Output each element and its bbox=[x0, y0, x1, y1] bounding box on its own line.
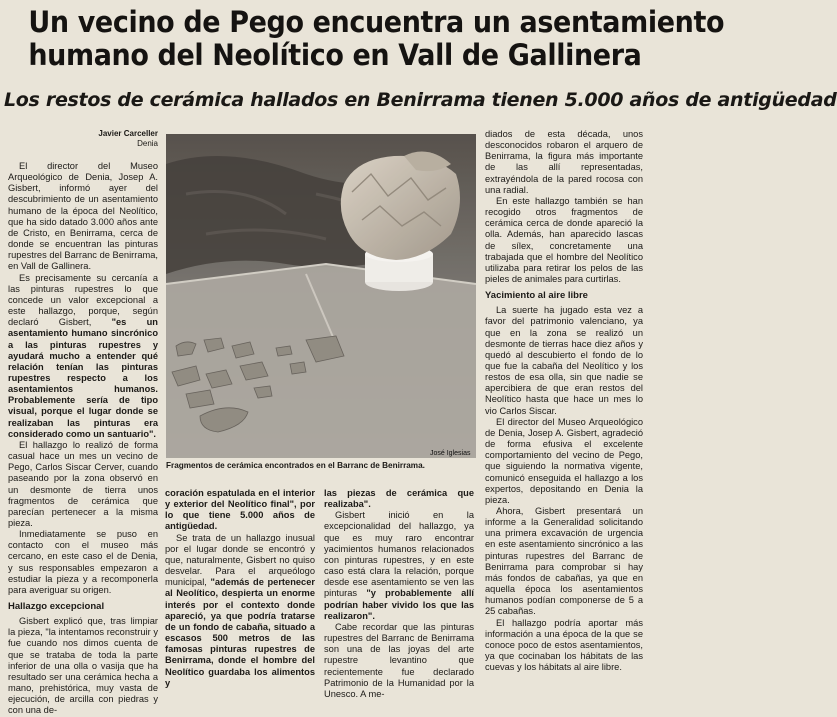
paragraph: Cabe recordar que las pinturas rupestres del Barranc de Benirrama son una de las joyas del arte rupestre levantino que recientemente fue declarado Patrimonio de la Humanidad por la Unesco. A me- bbox=[324, 621, 474, 699]
paragraph: En este hallazgo también se han recogido otros fragmentos de cerámica cerca de donde apareció la olla. Además, han aparecido lascas de sílex, concretamente una trabajada que el hombre del Neolítico utilizaba para retirar los pelos de las pieles de animales para curtirlas. bbox=[485, 195, 643, 285]
quote-text: "y probablemente allí podrían haber vivido los que las realizaron". bbox=[324, 588, 474, 621]
quote-text: "es un asentamiento humano sincrónico a las pinturas rupestres y ayudará mucho a entender qué relación tenían las pinturas rupestres respecto a los asentamientos humanos. Probablemente sería de tipo visual, porque el lugar donde se realizaban las pinturas era considerado como un santuario". bbox=[8, 317, 158, 439]
quote-text: las piezas de cerámica que realizaba". bbox=[324, 488, 474, 510]
paragraph: diados de esta década, unos desconocidos robaron el arquero de Benirrama, la figura más importante de las allí representadas, extrayéndola de la pared rocosa con una radial. bbox=[485, 129, 643, 195]
paragraph: La suerte ha jugado esta vez a favor del patrimonio valenciano, ya que en la zona se realizó un desmonte de tierras hace diez años y quedó al descubierto el fondo de lo que fue la cabaña del Neolítico y los restos de esa olla, sin que nadie se apercibiera de que eran restos del Neolítico hasta que hace un mes lo vio Carlos Siscar. bbox=[485, 305, 643, 416]
headline-line-1: Un vecino de Pego encuentra un asentamiento bbox=[28, 5, 725, 39]
section-heading: Yacimiento al aire libre bbox=[485, 290, 588, 302]
byline-place: Denia bbox=[137, 139, 158, 148]
paragraph: El director del Museo Arqueológico de Denia, Josep A. Gisbert, informó ayer del descubrimiento de un asentamiento humano de la época del Neolítico, que ha sido datado 3.000 años ante de Cristo, en Benirrama, cerca de donde se encuentran las pinturas rupestres del Barranc de Benirrama, en Vall de Gallinera. bbox=[8, 161, 158, 272]
paragraph: Inmediatamente se puso en contacto con el museo más cercano, en este caso el de Denia, y sus responsables empezaron a estudiar la pieza y a recomponerla para averiguar su origen. bbox=[8, 529, 158, 595]
section-heading: Hallazgo excepcional bbox=[8, 601, 105, 613]
paragraph: Gisbert explicó que, tras limpiar la pieza, "la intentamos reconstruir y fue cuando nos dimos cuenta de que se trataba de toda la parte inferior de una olla o vasija que ha resultado ser una cerámica hecha a mano, prehistórica, muy vasta de ejecución, de arcilla con piedras y con una de- bbox=[8, 616, 158, 716]
paragraph bbox=[165, 533, 315, 689]
quote-text: "además de pertenecer al Neolítico, despierta un enorme interés por el contexto donde apareció, ya que podría tratarse de un fondo de cabaña, situado a escasos 500 metros de las famosas pinturas rupestres de Benirrama, donde el hombre del Neolítico guardaba los alimentos y bbox=[165, 577, 316, 688]
pottery-fragments-image bbox=[166, 134, 476, 458]
paragraph: El hallazgo lo realizó de forma casual hace un mes un vecino de Pego, Carlos Siscar Cerver, cuando paseando por la zona observó en un desmonte de tierra unos fragmentos de cerámica que parecían pertenecer a la misma pieza. bbox=[8, 439, 158, 528]
paragraph: El director del Museo Arqueológico de Denia, Josep A. Gisbert, agradeció de forma efusiva el excelente comportamiento del vecino de Pego, que siguiendo la normativa vigente, comunicó enseguida el hallazgo a los expertos, depositando en Denia la pieza. bbox=[485, 416, 643, 505]
subtitle: Los restos de cerámica hallados en Benirrama tienen 5.000 años de antigüedad bbox=[4, 89, 837, 111]
photo-credit: José Iglesias bbox=[430, 450, 471, 457]
paragraph bbox=[8, 273, 158, 440]
photo-caption: Fragmentos de cerámica encontrados en el Barranc de Benirrama. bbox=[166, 461, 425, 470]
paragraph bbox=[324, 510, 474, 622]
article-photo bbox=[166, 134, 476, 458]
text-run: Gisbert inició en la excepcionalidad del hallazgo, ya que es muy raro encontrar yacimientos humanos relacionados con pinturas rupestres, y en este caso está clara la relación, porque desde ese asentamiento se ven las pinturas bbox=[324, 510, 474, 599]
article-column-1 bbox=[8, 129, 158, 717]
paragraph: El hallazgo podría aportar más información a una época de la que se conoce poco de estos asentamientos, ya que cocinaban los hábitats de las cuevas y los hábitats al aire libre. bbox=[485, 617, 643, 673]
paragraph: Ahora, Gisbert presentará un informe a la Generalidad solicitando una primera excavación de urgencia en este asentamiento sincrónico a las pinturas rupestres del Barranc de Benirrama para comprobar si hay más fondos de cabañas, ya que en aquella época los asentamientos humanos podían componerse de 5 a 25 cabañas. bbox=[485, 506, 643, 617]
article-column-3 bbox=[324, 488, 474, 700]
article-column-2 bbox=[165, 488, 315, 689]
text-run: Es precisamente su cercanía a las pinturas rupestres lo que concede un valor excepcional a este hallazgo, porque, según declaró Gisbert, bbox=[8, 272, 158, 328]
byline-author: Javier Carceller bbox=[98, 129, 158, 138]
headline-line-2: humano del Neolítico en Vall de Gallinera bbox=[28, 38, 642, 72]
text-run: Se trata de un hallazgo inusual por el lugar donde se encontró y que, naturalmente, Gisbert no quiso desvelar. Para el arqueólogo municipal, bbox=[165, 532, 315, 588]
article-column-4 bbox=[485, 129, 643, 673]
quote-text: coración espatulada en el interior y exterior del Neolítico final", por lo que tiene 5.000 años de antigüedad. bbox=[165, 488, 315, 532]
headline bbox=[28, 5, 725, 72]
